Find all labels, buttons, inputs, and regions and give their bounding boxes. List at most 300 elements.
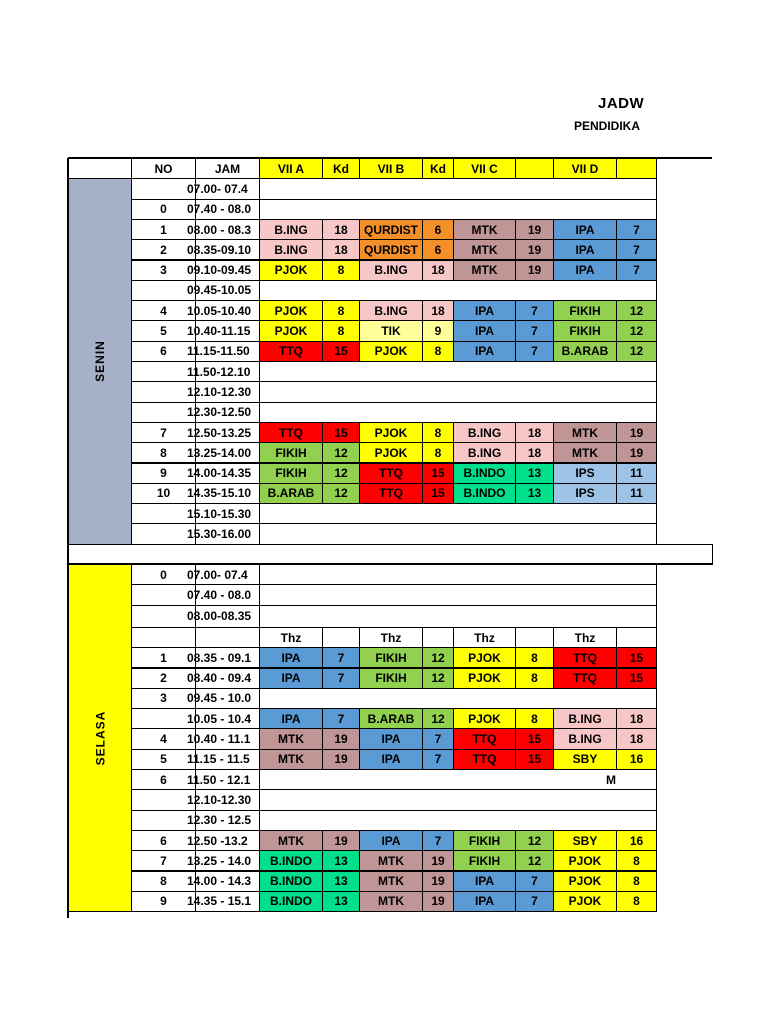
kd-cell-text: 7 <box>434 833 442 848</box>
subject-cell-text: IPA <box>474 874 495 889</box>
subject-cell-text: IPA <box>381 732 401 747</box>
kd-cell <box>422 749 454 770</box>
kd-cell <box>616 483 657 504</box>
header-cell <box>616 158 657 179</box>
kd-cell <box>422 647 454 668</box>
header-cell <box>553 158 617 179</box>
break-cell <box>259 361 657 382</box>
kd-cell-text: 8 <box>337 263 345 278</box>
no-cell-text: 6 <box>160 833 167 848</box>
subject-cell <box>359 260 423 281</box>
subject-cell-text: IPA <box>474 324 495 339</box>
kd-cell-text: 19 <box>629 425 644 440</box>
kd-cell-text: 18 <box>431 303 445 318</box>
subject-cell <box>259 442 323 463</box>
kd-cell-text: 16 <box>629 833 644 848</box>
no-cell-text: 5 <box>160 324 167 339</box>
kd-cell-text: 7 <box>633 242 640 257</box>
subject-cell-text: TTQ <box>573 650 597 665</box>
time-cell <box>187 422 260 443</box>
kd-cell <box>322 708 360 729</box>
kd-cell-text: 12 <box>334 445 348 460</box>
kd-cell-text: 15 <box>527 732 542 747</box>
kd-cell-text: 12 <box>431 650 445 665</box>
header-cell-text: VII D <box>571 161 599 176</box>
kd-cell-text: 13 <box>527 466 542 481</box>
subject-cell <box>259 422 323 443</box>
time-cell <box>187 219 260 240</box>
time-cell-text: 08.35-09.10 <box>187 242 252 257</box>
no-cell-text: 4 <box>160 732 167 747</box>
time-cell <box>187 647 260 668</box>
subject-cell <box>453 891 516 912</box>
table-top-border <box>68 157 712 159</box>
subject-cell-text: TTQ <box>573 671 597 686</box>
kd-cell <box>515 422 554 443</box>
subject-cell <box>259 749 323 770</box>
subject-cell-text: FIKIH <box>468 833 501 848</box>
subject-cell <box>359 219 423 240</box>
day-label-text: SENIN <box>93 340 107 383</box>
time-cell <box>187 381 260 402</box>
subject-cell <box>453 341 516 362</box>
time-cell <box>187 830 260 851</box>
subject-cell <box>453 463 516 484</box>
subject-cell-text: FIKIH <box>375 650 407 665</box>
kd-cell-text: 12 <box>431 711 445 726</box>
subject-cell-text: B.ING <box>568 711 602 726</box>
subject-cell-text: B.ING <box>274 242 308 257</box>
time-cell <box>187 769 260 790</box>
time-cell-text: 12.10-12.30 <box>187 384 252 399</box>
kd-cell <box>515 300 554 321</box>
header-cell-text: JAM <box>214 161 241 176</box>
time-cell-text: 11.50 - 12.1 <box>187 772 251 787</box>
subject-cell <box>553 850 617 871</box>
subject-cell <box>453 668 516 689</box>
kd-cell <box>422 708 454 729</box>
kd-cell-text: 7 <box>337 711 345 726</box>
subject-cell-text: B.ARAB <box>267 486 315 501</box>
subject-cell-text: SBY <box>572 752 598 767</box>
break-cell <box>259 523 657 544</box>
kd-cell-text: 7 <box>337 650 345 665</box>
time-cell-text: 08.35 - 09.1 <box>187 650 252 665</box>
break-cell <box>259 688 657 709</box>
subject-cell <box>359 483 423 504</box>
subject-cell-text: B.ING <box>467 425 502 440</box>
kd-cell-text: 19 <box>431 874 445 889</box>
kd-cell-text: 13 <box>334 894 348 909</box>
subject-cell <box>553 728 617 749</box>
kd-cell-text: 6 <box>434 222 442 237</box>
subject-cell-text: PJOK <box>568 853 602 868</box>
time-cell <box>187 688 260 709</box>
kd-cell-text: 15 <box>334 344 348 359</box>
break-cell <box>259 605 657 628</box>
no-cell-text: 10 <box>156 486 171 501</box>
kd-cell <box>616 219 657 240</box>
kd-cell-text: 12 <box>431 671 445 686</box>
subject-cell-text: TTQ <box>379 486 403 501</box>
header-cell-text: VII B <box>377 161 405 176</box>
kd-cell-text: 15 <box>431 466 445 481</box>
kd-cell-text: 9 <box>434 324 442 339</box>
kd-cell <box>515 463 554 484</box>
kd-cell <box>616 708 657 729</box>
no-cell-text: 0 <box>160 202 167 217</box>
break-cell <box>259 178 657 199</box>
no-cell <box>131 627 196 648</box>
no-cell-text: 8 <box>160 445 167 460</box>
kd-cell <box>422 442 454 463</box>
thz-cell-text: Thz <box>474 630 495 645</box>
kd-cell-text: 19 <box>334 833 348 848</box>
kd-cell-text: 19 <box>431 853 445 868</box>
time-cell <box>187 891 260 912</box>
time-cell-text: 13.25-14.00 <box>187 445 252 460</box>
subject-cell <box>259 320 323 341</box>
kd-cell <box>616 891 657 912</box>
header-cell <box>68 158 132 179</box>
break-cell <box>259 769 657 790</box>
subject-cell <box>553 871 617 892</box>
time-cell-text: 13.25 - 14.0 <box>187 853 252 868</box>
subject-cell <box>453 871 516 892</box>
kd-cell-text: 15 <box>629 671 644 686</box>
kd-cell <box>322 728 360 749</box>
kd-cell-text: 7 <box>434 752 442 767</box>
kd-cell <box>322 871 360 892</box>
thz-cell <box>259 627 323 648</box>
thz-cell-text: Thz <box>280 630 302 645</box>
time-cell-text: 10.40 - 11.1 <box>187 732 251 747</box>
subject-cell-text: TTQ <box>279 344 303 359</box>
subject-cell <box>259 341 323 362</box>
no-cell-text: 8 <box>160 874 167 889</box>
subject-cell-text: B.ING <box>467 445 502 460</box>
time-cell-text: 15.10-15.30 <box>187 506 252 521</box>
kd-cell-text: 19 <box>527 263 542 278</box>
subject-cell <box>259 830 323 851</box>
kd-cell <box>322 442 360 463</box>
subject-cell-text: FIKIH <box>275 445 307 460</box>
subject-cell <box>359 749 423 770</box>
subject-cell <box>453 850 516 871</box>
subject-cell-text: PJOK <box>274 303 308 318</box>
time-cell <box>187 280 260 301</box>
kd-cell <box>422 260 454 281</box>
subject-cell <box>259 850 323 871</box>
no-cell-text: 7 <box>160 425 167 440</box>
kd-cell <box>322 850 360 871</box>
kd-cell <box>422 320 454 341</box>
subject-cell <box>259 647 323 668</box>
subject-cell-text: MTK <box>471 222 498 237</box>
kd-cell <box>322 830 360 851</box>
kd-cell-text: 8 <box>633 874 640 889</box>
subject-cell <box>453 749 516 770</box>
subject-cell-text: QURDIST <box>364 242 418 257</box>
kd-cell <box>616 463 657 484</box>
day-label-senin <box>68 178 132 544</box>
time-cell <box>187 239 260 260</box>
subject-cell <box>453 830 516 851</box>
kd-cell <box>515 850 554 871</box>
subject-cell-text: MTK <box>471 263 498 278</box>
kd-cell-text: 15 <box>431 486 445 501</box>
page-subtitle: PENDIDIKA <box>574 119 641 133</box>
subject-cell-text: MTK <box>572 425 598 440</box>
thz-cell <box>553 627 617 648</box>
thz-cell <box>359 627 423 648</box>
time-cell-text: 14.00 - 14.3 <box>187 874 252 889</box>
subject-cell-text: PJOK <box>568 874 602 889</box>
kd-cell <box>616 668 657 689</box>
no-cell-text: 3 <box>160 263 167 278</box>
kd-cell <box>322 341 360 362</box>
kd-cell <box>422 422 454 443</box>
kd-cell-text: 8 <box>633 853 640 868</box>
time-cell <box>187 584 260 605</box>
header-cell <box>322 158 360 179</box>
day-label-selasa <box>68 564 132 912</box>
subject-cell-text: MTK <box>378 853 404 868</box>
subject-cell-text: TIK <box>381 324 401 339</box>
subject-cell-text: B.INDO <box>270 894 312 909</box>
subject-cell <box>553 891 617 912</box>
kd-cell <box>616 871 657 892</box>
time-cell-text: 12.50-13.25 <box>187 425 252 440</box>
time-cell <box>187 708 260 729</box>
time-cell-text: 14.00-14.35 <box>187 466 252 481</box>
kd-cell-text: 18 <box>334 222 348 237</box>
kd-cell <box>322 668 360 689</box>
time-cell-text: 10.40-11.15 <box>187 324 251 339</box>
subject-cell <box>453 239 516 260</box>
break-cell <box>259 199 657 220</box>
subject-cell <box>359 830 423 851</box>
subject-cell <box>553 320 617 341</box>
kd-cell-text: 18 <box>527 445 542 460</box>
time-cell <box>187 523 260 544</box>
time-cell-text: 12.10-12.30 <box>187 792 252 807</box>
no-cell-text: 2 <box>160 242 167 257</box>
subject-cell-text: FIKIH <box>375 671 407 686</box>
header-cell <box>515 158 554 179</box>
subject-cell <box>453 300 516 321</box>
subject-cell-text: IPA <box>474 894 495 909</box>
subject-cell-text: IPA <box>474 303 495 318</box>
subject-cell <box>259 260 323 281</box>
subject-cell <box>453 260 516 281</box>
subject-cell-text: IPA <box>281 711 301 726</box>
time-cell-text: 12.30 - 12.5 <box>187 813 252 828</box>
subject-cell-text: MTK <box>278 732 304 747</box>
thz-cell <box>422 627 454 648</box>
no-cell-text: 9 <box>160 894 167 909</box>
subject-cell-text: IPA <box>381 833 401 848</box>
subject-cell-text: PJOK <box>468 711 501 726</box>
kd-cell <box>322 320 360 341</box>
kd-cell <box>616 850 657 871</box>
no-cell-text: 0 <box>160 567 167 582</box>
subject-cell <box>259 871 323 892</box>
time-cell <box>187 483 260 504</box>
time-cell-text: 14.35-15.10 <box>187 486 252 501</box>
subject-cell-text: FIKIH <box>275 466 307 481</box>
subject-cell <box>259 708 323 729</box>
kd-cell <box>515 871 554 892</box>
time-cell-text: 08.00 - 08.3 <box>187 222 252 237</box>
kd-cell <box>515 830 554 851</box>
subject-cell <box>359 341 423 362</box>
kd-cell-text: 11 <box>630 486 643 501</box>
kd-cell <box>422 850 454 871</box>
kd-cell <box>422 891 454 912</box>
break-cell <box>259 789 657 810</box>
time-cell <box>195 627 260 648</box>
time-cell-text: 08.00-08.35 <box>187 609 252 624</box>
subject-cell-text: QURDIST <box>364 222 418 237</box>
subject-cell-text: B.ARAB <box>561 344 609 359</box>
subject-cell <box>553 260 617 281</box>
time-cell <box>187 728 260 749</box>
kd-cell-text: 12 <box>527 853 542 868</box>
kd-cell-text: 19 <box>629 445 644 460</box>
header-cell-text: VII C <box>471 161 498 176</box>
time-cell-text: 09.45 - 10.0 <box>187 691 252 706</box>
kd-cell <box>515 260 554 281</box>
time-cell-text: 07.40 - 08.0 <box>187 202 252 217</box>
break-cell <box>259 584 657 605</box>
kd-cell <box>322 239 360 260</box>
kd-cell <box>616 341 657 362</box>
kd-cell-text: 7 <box>434 732 442 747</box>
kd-cell-text: 7 <box>633 263 640 278</box>
kd-cell-text: 8 <box>633 894 640 909</box>
kd-cell <box>422 300 454 321</box>
subject-cell <box>453 422 516 443</box>
kd-cell-text: 7 <box>531 874 538 889</box>
time-cell <box>187 605 260 628</box>
time-cell-text: 07.40 - 08.0 <box>187 587 252 602</box>
subject-cell <box>259 483 323 504</box>
time-cell <box>187 199 260 220</box>
time-cell <box>187 442 260 463</box>
header-cell <box>422 158 454 179</box>
kd-cell <box>422 871 454 892</box>
kd-cell-text: 6 <box>434 242 442 257</box>
kd-cell <box>515 219 554 240</box>
kd-cell-text: 7 <box>531 344 538 359</box>
time-cell <box>187 361 260 382</box>
subject-cell-text: B.INDO <box>270 874 312 889</box>
kd-cell <box>515 708 554 729</box>
subject-cell <box>453 442 516 463</box>
kd-cell <box>322 422 360 443</box>
subject-cell-text: SBY <box>572 833 598 848</box>
page-title: JADW <box>598 95 645 112</box>
subject-cell-text: MTK <box>378 894 404 909</box>
break-cell <box>259 381 657 402</box>
header-cell <box>359 158 423 179</box>
subject-cell <box>553 239 617 260</box>
break-cell <box>259 564 657 585</box>
subject-cell-text: TTQ <box>279 425 303 440</box>
break-cell <box>259 810 657 831</box>
subject-cell <box>359 442 423 463</box>
subject-cell <box>259 728 323 749</box>
no-cell-text: 1 <box>160 650 167 665</box>
kd-cell-text: 7 <box>531 324 538 339</box>
kd-cell <box>322 463 360 484</box>
time-cell-text: 08.40 - 09.4 <box>187 671 252 686</box>
kd-cell <box>322 749 360 770</box>
subject-cell <box>553 422 617 443</box>
header-cell-text: VII A <box>277 161 305 176</box>
subject-cell <box>553 442 617 463</box>
subject-cell <box>359 871 423 892</box>
thz-cell-text: Thz <box>574 630 596 645</box>
kd-cell-text: 15 <box>527 752 542 767</box>
subject-cell <box>553 483 617 504</box>
header-cell <box>195 158 260 179</box>
kd-cell-text: 12 <box>527 833 542 848</box>
time-cell <box>187 260 260 281</box>
no-cell-text: 7 <box>160 853 167 868</box>
header-cell <box>131 158 196 179</box>
header-cell-text: NO <box>154 161 173 176</box>
subject-cell-text: PJOK <box>568 894 602 909</box>
kd-cell-text: 19 <box>334 752 348 767</box>
table-left-border <box>67 158 69 918</box>
subject-cell <box>553 300 617 321</box>
kd-cell-text: 8 <box>531 671 538 686</box>
kd-cell <box>322 300 360 321</box>
kd-cell <box>322 483 360 504</box>
subject-cell-text: B.ING <box>374 303 408 318</box>
kd-cell <box>515 341 554 362</box>
kd-cell-text: 15 <box>334 425 348 440</box>
subject-cell-text: PJOK <box>274 263 308 278</box>
time-cell-text: 11.15 - 11.5 <box>187 752 250 767</box>
time-cell <box>187 341 260 362</box>
subject-cell <box>453 647 516 668</box>
thz-cell <box>515 627 554 648</box>
subject-cell <box>453 320 516 341</box>
subject-cell-text: PJOK <box>374 445 408 460</box>
kd-cell <box>515 728 554 749</box>
break-cell <box>259 402 657 423</box>
subject-cell-text: B.ING <box>568 732 602 747</box>
subject-cell-text: IPS <box>575 466 595 481</box>
day-separator <box>68 544 713 565</box>
subject-cell <box>359 300 423 321</box>
thz-cell <box>322 627 360 648</box>
subject-cell <box>553 708 617 729</box>
break-cell <box>259 503 657 524</box>
kd-cell-text: 7 <box>531 894 538 909</box>
time-cell-text: 07.00- 07.4 <box>187 181 248 196</box>
subject-cell <box>359 463 423 484</box>
subject-cell-text: MTK <box>278 752 304 767</box>
subject-cell <box>359 647 423 668</box>
kd-cell-text: 11 <box>630 466 643 481</box>
subject-cell-text: B.ING <box>374 263 408 278</box>
subject-cell-text: IPA <box>575 263 595 278</box>
kd-cell-text: 18 <box>629 732 644 747</box>
